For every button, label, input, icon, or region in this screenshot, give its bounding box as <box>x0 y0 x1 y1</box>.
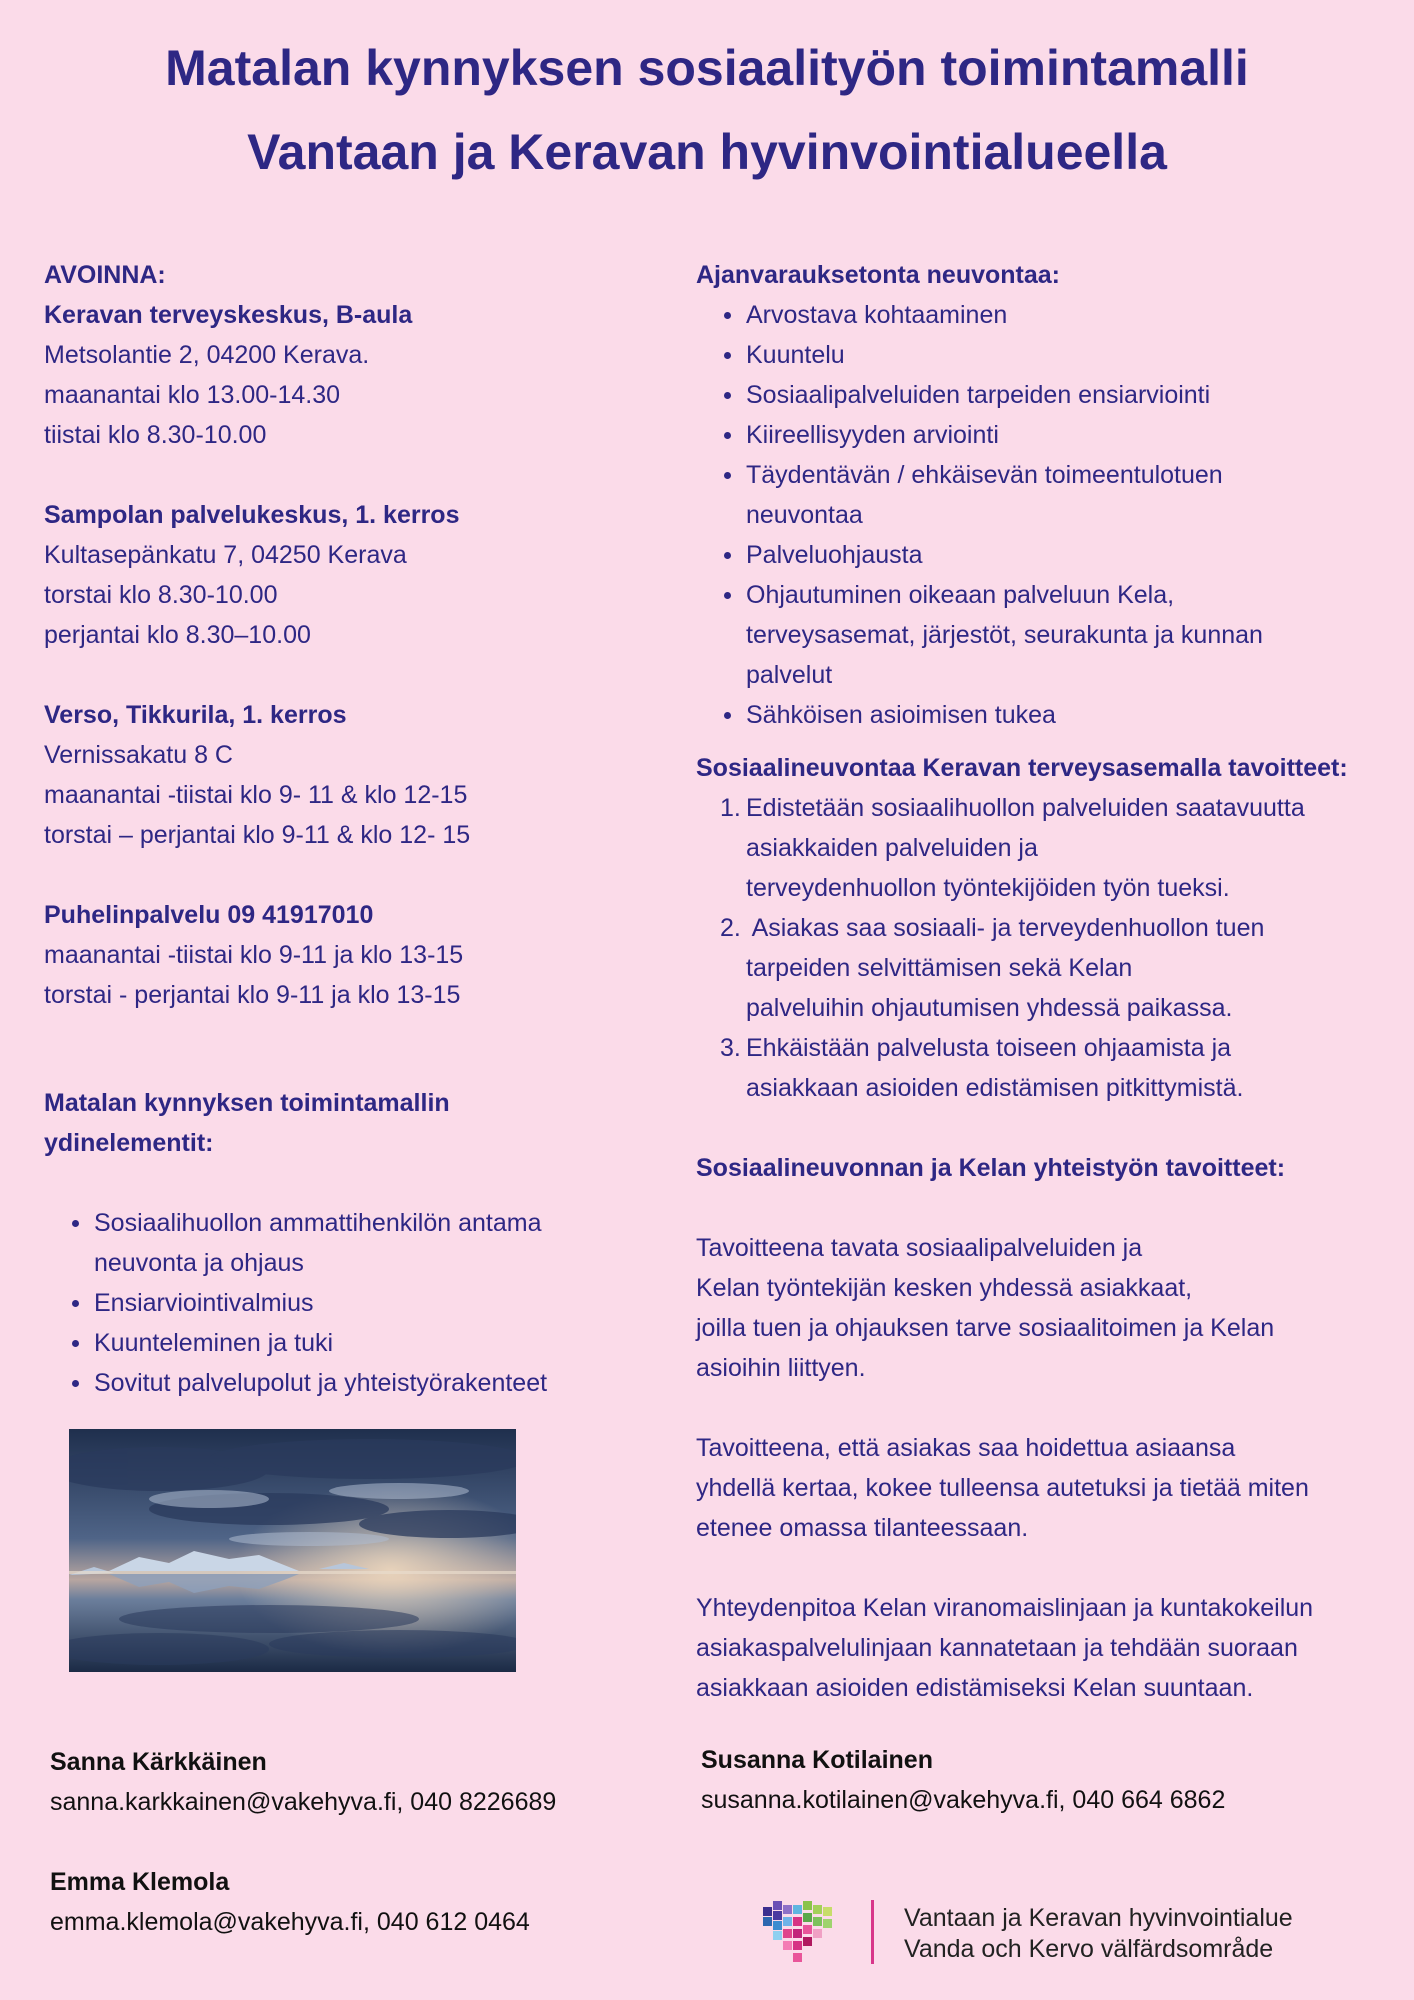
list-item <box>44 1323 644 1363</box>
list-number: 3. <box>720 1034 741 1062</box>
contact-susanna <box>701 1740 1225 1820</box>
contact-info: emma.klemola@vakehyva.fi, 040 612 0464 <box>50 1908 530 1936</box>
location-verso <box>44 695 644 855</box>
advice-list <box>696 295 1386 735</box>
title-line-1: Matalan kynnyksen sosiaalityön toimintamalli <box>165 40 1249 96</box>
location-line: perjantai klo 8.30–10.00 <box>44 621 311 649</box>
list-item-text: tarpeiden selvittämisen sekä Kelan <box>746 954 1133 982</box>
goals-list <box>696 788 1386 1108</box>
location-line: Metsolantie 2, 04200 Kerava. <box>44 341 370 369</box>
iceberg-lagoon-photo <box>69 1429 516 1672</box>
list-item <box>696 695 1386 735</box>
list-item-text: Ensiarviointivalmius <box>94 1289 314 1317</box>
list-item <box>44 1283 644 1323</box>
list-item-text: terveysasemat, järjestöt, seurakunta ja kunnan <box>746 621 1263 649</box>
location-line: torstai klo 8.30-10.00 <box>44 581 278 609</box>
list-item-text: Sähköisen asioimisen tukea <box>746 701 1056 729</box>
list-item-text: neuvonta ja ohjaus <box>94 1249 304 1277</box>
list-item-text: palvelut <box>746 661 833 689</box>
list-item-text: Palveluohjausta <box>746 541 923 569</box>
paragraph-line: Yhteydenpitoa Kelan viranomaislinjaan ja kuntakokeilun <box>696 1594 1314 1622</box>
list-item <box>44 1363 644 1403</box>
list-item-text: Täydentävän / ehkäisevän toimeentulotuen <box>746 461 1223 489</box>
paragraph-line: asiakkaan asioiden edistämiseksi Kelan suuntaan. <box>696 1674 1254 1702</box>
page-title <box>0 26 1414 194</box>
kela-paragraph <box>696 1228 1386 1388</box>
logo-divider <box>871 1900 874 1964</box>
list-number: 1. <box>720 794 741 822</box>
list-item-text: Kiireellisyyden arviointi <box>746 421 999 449</box>
list-item <box>696 535 1386 575</box>
list-item-text: Kuunteleminen ja tuki <box>94 1329 334 1357</box>
contact-emma <box>50 1862 530 1942</box>
paragraph-line: Tavoitteena, että asiakas saa hoidettua asiaansa <box>696 1434 1236 1462</box>
contact-name: Susanna Kotilainen <box>701 1746 933 1774</box>
list-item-text: terveydenhuollon työntekijöiden työn tueksi. <box>746 874 1230 902</box>
heart-logo-icon <box>757 1897 841 1965</box>
left-column <box>44 255 644 1403</box>
core-heading-line: ydinelementit: <box>44 1129 214 1157</box>
list-item-text: Ehkäistään palvelusta toiseen ohjaamista ja <box>746 1034 1232 1062</box>
goals-heading: Sosiaalineuvontaa Keravan terveysasemalla tavoitteet: <box>696 754 1348 782</box>
list-item-text: palveluihin ohjautumisen yhdessä paikassa. <box>746 994 1233 1022</box>
location-sampola <box>44 495 644 655</box>
kela-paragraph <box>696 1428 1386 1548</box>
contact-info: susanna.kotilainen@vakehyva.fi, 040 664 6862 <box>701 1786 1226 1814</box>
list-item <box>44 1203 644 1283</box>
list-item-text: Sosiaalipalveluiden tarpeiden ensiarviointi <box>746 381 1211 409</box>
location-line: Vernissakatu 8 C <box>44 741 233 769</box>
list-number: 2. <box>720 914 741 942</box>
list-item <box>696 295 1386 335</box>
location-keravan-terveyskeskus <box>44 295 644 455</box>
list-item <box>696 335 1386 375</box>
list-item <box>696 415 1386 455</box>
list-item <box>696 788 1386 908</box>
core-heading <box>44 1083 644 1163</box>
paragraph-line: joilla tuen ja ohjauksen tarve sosiaalitoimen ja Kelan <box>696 1314 1275 1342</box>
core-heading-line: Matalan kynnyksen toimintamallin <box>44 1089 450 1117</box>
location-name: Sampolan palvelukeskus, 1. kerros <box>44 501 460 529</box>
location-line: torstai – perjantai klo 9-11 & klo 12- 15 <box>44 821 471 849</box>
paragraph-line: Kelan työntekijän kesken yhdessä asiakkaat, <box>696 1274 1193 1302</box>
location-name: Verso, Tikkurila, 1. kerros <box>44 701 347 729</box>
location-line: tiistai klo 8.30-10.00 <box>44 421 267 449</box>
paragraph-line: Tavoitteena tavata sosiaalipalveluiden ja <box>696 1234 1143 1262</box>
list-item-text: Sovitut palvelupolut ja yhteistyörakenteet <box>94 1369 548 1397</box>
paragraph-line: asiakaspalvelulinjaan kannatetaan ja tehdään suoraan <box>696 1634 1298 1662</box>
paragraph-line: yhdellä kertaa, kokee tulleensa autetuksi ja tietää miten <box>696 1474 1309 1502</box>
organization-name <box>904 1903 1293 1965</box>
list-item-text: Arvostava kohtaaminen <box>746 301 1008 329</box>
list-item <box>696 575 1386 695</box>
location-line: maanantai -tiistai klo 9-11 ja klo 13-15 <box>44 941 464 969</box>
list-item <box>696 908 1386 1028</box>
kela-paragraph <box>696 1588 1386 1708</box>
list-item <box>696 375 1386 415</box>
kela-heading: Sosiaalineuvonnan ja Kelan yhteistyön tavoitteet: <box>696 1154 1286 1182</box>
organization-name-sv: Vanda och Kervo välfärdsområde <box>904 1935 1274 1963</box>
iceberg-photo-image <box>69 1429 516 1672</box>
location-name: Keravan terveyskeskus, B-aula <box>44 301 413 329</box>
paragraph-line: etenee omassa tilanteessaan. <box>696 1514 1029 1542</box>
location-line: Kultasepänkatu 7, 04250 Kerava <box>44 541 407 569</box>
list-item-text: Ohjautuminen oikeaan palveluun Kela, <box>746 581 1175 609</box>
list-item-text: asiakkaan asioiden edistämisen pitkittymistä. <box>746 1074 1244 1102</box>
list-item <box>696 1028 1386 1108</box>
list-item-text: neuvontaa <box>746 501 863 529</box>
open-heading: AVOINNA: <box>44 261 166 289</box>
contact-info: sanna.karkkainen@vakehyva.fi, 040 8226689 <box>50 1788 557 1816</box>
list-item <box>696 455 1386 535</box>
list-item-text: Sosiaalihuollon ammattihenkilön antama <box>94 1209 542 1237</box>
organization-name-fi: Vantaan ja Keravan hyvinvointialue <box>904 1904 1293 1932</box>
advice-heading: Ajanvarauksetonta neuvontaa: <box>696 261 1060 289</box>
title-line-2: Vantaan ja Keravan hyvinvointialueella <box>247 124 1167 180</box>
list-item-text: Edistetään sosiaalihuollon palveluiden saatavuutta <box>746 794 1305 822</box>
list-item-text: Kuuntelu <box>746 341 845 369</box>
right-column <box>696 255 1386 1708</box>
contact-name: Sanna Kärkkäinen <box>50 1748 267 1776</box>
list-item-text: asiakkaiden palveluiden ja <box>746 834 1038 862</box>
location-line: maanantai klo 13.00-14.30 <box>44 381 341 409</box>
contact-sanna <box>50 1742 556 1822</box>
location-line: torstai - perjantai klo 9-11 ja klo 13-15 <box>44 981 461 1009</box>
paragraph-line: asioihin liittyen. <box>696 1354 866 1382</box>
core-elements-list <box>44 1203 644 1403</box>
contact-name: Emma Klemola <box>50 1868 230 1896</box>
list-item-text: Asiakas saa sosiaali- ja terveydenhuollon tuen <box>746 914 1265 942</box>
location-line: maanantai -tiistai klo 9- 11 & klo 12-15 <box>44 781 468 809</box>
location-name: Puhelinpalvelu 09 41917010 <box>44 901 374 929</box>
location-puhelinpalvelu <box>44 895 644 1015</box>
